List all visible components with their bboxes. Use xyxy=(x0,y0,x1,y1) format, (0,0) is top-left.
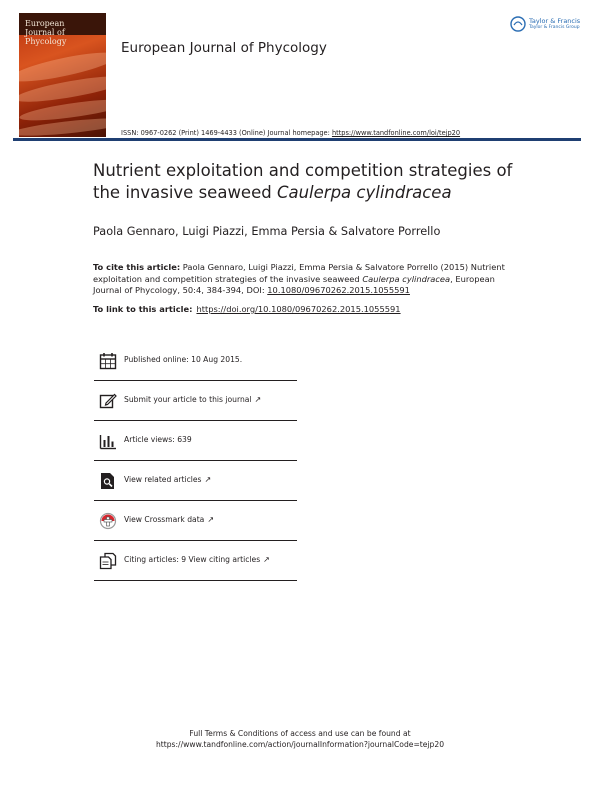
citation-text: Paola Gennaro, Luigi Piazzi, Emma Persia & Salvatore Porrello (2015) Nutrient exploitation and competition strategies of the invasive seaweed xyxy=(93,262,505,284)
cover-title-line: Phycology xyxy=(25,37,67,46)
citing-articles-link[interactable] xyxy=(124,555,270,564)
submit-article-link[interactable] xyxy=(124,395,261,404)
cover-title xyxy=(25,19,102,46)
related-articles-link[interactable] xyxy=(124,475,211,484)
issn-text: ISSN: 0967-0262 (Print) 1469-4433 (Online) Journal homepage: xyxy=(121,129,332,137)
citing-articles-label: Citing articles: 9 View citing articles xyxy=(124,555,261,564)
article-title xyxy=(93,160,533,204)
journal-homepage-link[interactable]: https://www.tandfonline.com/loi/tejp20 xyxy=(331,129,461,137)
publisher-logo[interactable] xyxy=(510,16,584,36)
external-link-icon: ↗ xyxy=(207,515,215,524)
article-views-label: Article views: 639 xyxy=(124,435,192,444)
submit-article-row[interactable] xyxy=(94,381,297,421)
article-link-label: To link to this article: xyxy=(93,304,193,314)
external-link-icon: ↗ xyxy=(254,395,262,404)
external-link-icon: ↗ xyxy=(204,475,212,484)
article-doi-url-link[interactable]: https://doi.org/10.1080/09670262.2015.1055591 xyxy=(196,304,401,314)
footer-terms-text: Full Terms & Conditions of access and use can be found at xyxy=(189,729,411,738)
crossmark-link[interactable] xyxy=(124,515,214,524)
citing-articles-row[interactable] xyxy=(94,541,297,581)
submit-article-label: Submit your article to this journal xyxy=(124,395,252,404)
logo-text-sub: Taylor & Francis Group xyxy=(529,25,580,30)
logo-text-main: Taylor & Francis xyxy=(529,17,581,25)
external-link-icon: ↗ xyxy=(263,555,270,564)
citing-icon xyxy=(99,552,117,570)
article-authors: Paola Gennaro, Luigi Piazzi, Emma Persia & Salvatore Porrello xyxy=(93,225,441,238)
journal-name[interactable]: European Journal of Phycology xyxy=(121,40,327,56)
related-search-icon xyxy=(99,472,117,490)
edit-icon xyxy=(99,392,117,410)
citation-text: , European Journal of Phycology, 50:4, 384-394, DOI: xyxy=(93,273,495,295)
bar-chart-icon xyxy=(99,432,117,450)
published-online-row xyxy=(94,341,297,381)
footer xyxy=(0,728,600,750)
doi-link[interactable]: 10.1080/09670262.2015.1055591 xyxy=(267,285,410,295)
issn-line xyxy=(121,129,460,137)
citation-label: To cite this article: xyxy=(93,262,181,272)
cover-title-line: European xyxy=(25,19,65,28)
journal-cover-image xyxy=(19,13,106,137)
article-link-line xyxy=(93,304,401,314)
crossmark-label: View Crossmark data xyxy=(124,515,205,524)
article-title-species: Caulerpa cylindracea xyxy=(276,183,452,202)
citation-species: Caulerpa cylindracea xyxy=(362,273,451,284)
citation-block xyxy=(93,262,513,297)
header-divider xyxy=(13,138,581,141)
related-articles-label: View related articles xyxy=(124,475,202,484)
crossmark-icon xyxy=(99,512,117,530)
article-views-row xyxy=(94,421,297,461)
published-online-label: Published online: 10 Aug 2015. xyxy=(124,355,243,364)
article-links-list xyxy=(94,341,297,581)
cover-title-line: Journal of xyxy=(25,28,65,37)
related-articles-row[interactable] xyxy=(94,461,297,501)
calendar-icon xyxy=(99,352,117,370)
footer-journal-info-link[interactable]: https://www.tandfonline.com/action/journalInformation?journalCode=tejp20 xyxy=(155,740,445,749)
article-title-text: Nutrient exploitation and competition strategies of the invasive seaweed xyxy=(93,161,513,202)
crossmark-row[interactable] xyxy=(94,501,297,541)
publisher-logo-icon xyxy=(510,16,526,32)
